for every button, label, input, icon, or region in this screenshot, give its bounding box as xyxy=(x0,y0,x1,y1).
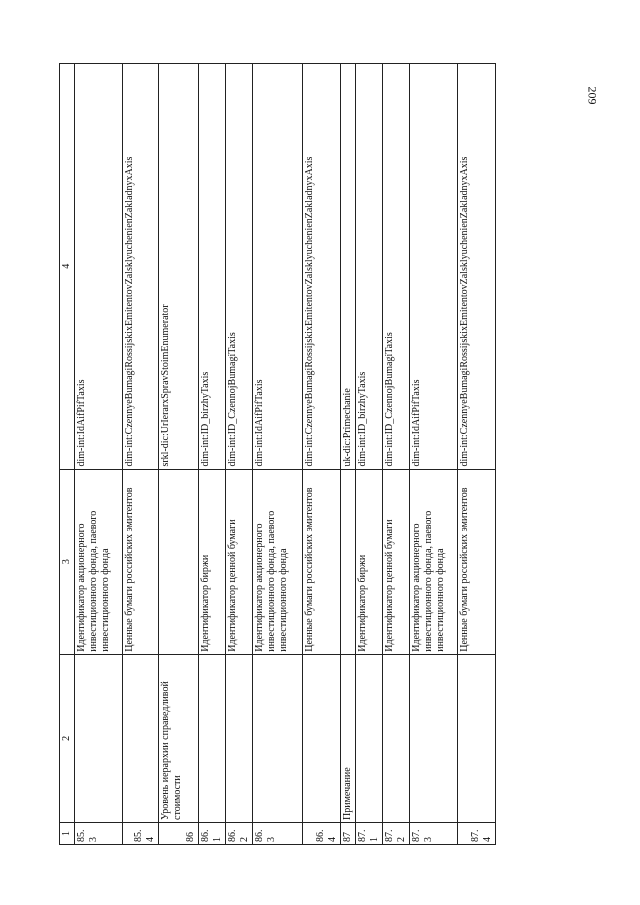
row-code: dim-int:IdAifPifTaxis xyxy=(253,64,303,470)
row-description: Идентификатор акционерного инвестиционного фонда, паевого инвестиционного фонда xyxy=(75,469,123,654)
row-number: 85.3 xyxy=(75,822,123,844)
row-indicator xyxy=(410,654,458,822)
row-indicator xyxy=(356,654,383,822)
row-number: 86 xyxy=(159,822,199,844)
row-number: 86.2 xyxy=(226,822,253,844)
table-row xyxy=(123,64,159,845)
table-row xyxy=(356,64,383,845)
table-row xyxy=(303,64,341,845)
row-code: dim-int:CzennyeBumagiRossijskixEmitentovZalsklyuchenienZakladnyxAxis xyxy=(123,64,159,470)
column-header: 4 xyxy=(60,64,75,470)
row-description: Идентификатор акционерного инвестиционного фонда, паевого инвестиционного фонда xyxy=(253,469,303,654)
row-indicator: Уровень иерархии справедливой стоимости xyxy=(159,654,199,822)
table-row xyxy=(253,64,303,845)
row-description: Идентификатор ценной бумаги xyxy=(226,469,253,654)
table-row xyxy=(341,64,356,845)
row-code: dim-int:IdAifPifTaxis xyxy=(410,64,458,470)
row-description: Ценные бумаги российских эмитентов xyxy=(123,469,159,654)
row-description: Ценные бумаги российских эмитентов xyxy=(458,469,496,654)
row-code: dim-int:ID_birzhyTaxis xyxy=(356,64,383,470)
column-header: 2 xyxy=(60,654,75,822)
row-code: dim-int:CzennyeBumagiRossijskixEmitentovZalsklyuchenienZakladnyxAxis xyxy=(458,64,496,470)
table-row xyxy=(199,64,226,845)
row-number: 87.1 xyxy=(356,822,383,844)
row-number: 86.1 xyxy=(199,822,226,844)
rotated-table-container xyxy=(59,63,493,845)
row-code: dim-int:ID_birzhyTaxis xyxy=(199,64,226,470)
row-indicator xyxy=(199,654,226,822)
row-code: dim-int:CzennyeBumagiRossijskixEmitentovZalsklyuchenienZakladnyxAxis xyxy=(303,64,341,470)
row-description xyxy=(159,469,199,654)
row-number: 87 xyxy=(341,822,356,844)
table-header-row xyxy=(60,64,75,845)
row-number: 86.4 xyxy=(303,822,341,844)
row-indicator xyxy=(123,654,159,822)
column-header: 3 xyxy=(60,469,75,654)
row-indicator xyxy=(75,654,123,822)
table-row xyxy=(226,64,253,845)
table-row xyxy=(458,64,496,845)
row-description xyxy=(341,469,356,654)
row-description: Идентификатор биржи xyxy=(356,469,383,654)
row-code: dim-int:ID_CzennojBumagiTaxis xyxy=(383,64,410,470)
row-code: dim-int:IdAifPifTaxis xyxy=(75,64,123,470)
table-row xyxy=(159,64,199,845)
table-row xyxy=(383,64,410,845)
row-number: 87.2 xyxy=(383,822,410,844)
row-indicator xyxy=(253,654,303,822)
row-description: Идентификатор акционерного инвестиционного фонда, паевого инвестиционного фонда xyxy=(410,469,458,654)
row-number: 86.3 xyxy=(253,822,303,844)
row-number: 87.4 xyxy=(458,822,496,844)
table-row xyxy=(410,64,458,845)
row-number: 85.4 xyxy=(123,822,159,844)
row-indicator xyxy=(383,654,410,822)
row-indicator xyxy=(226,654,253,822)
page-number: 209 xyxy=(585,86,600,105)
row-indicator xyxy=(458,654,496,822)
row-code: dim-int:ID_CzennojBumagiTaxis xyxy=(226,64,253,470)
row-number: 87.3 xyxy=(410,822,458,844)
row-indicator xyxy=(303,654,341,822)
row-description: Идентификатор ценной бумаги xyxy=(383,469,410,654)
row-indicator: Примечание xyxy=(341,654,356,822)
table-row xyxy=(75,64,123,845)
row-description: Ценные бумаги российских эмитентов xyxy=(303,469,341,654)
row-code: srkl-dic:UrIerarxSpravStoimEnumerator xyxy=(159,64,199,470)
column-header: 1 xyxy=(60,822,75,844)
row-code: uk-dic:Primechanie xyxy=(341,64,356,470)
row-description: Идентификатор биржи xyxy=(199,469,226,654)
data-table xyxy=(59,63,496,845)
